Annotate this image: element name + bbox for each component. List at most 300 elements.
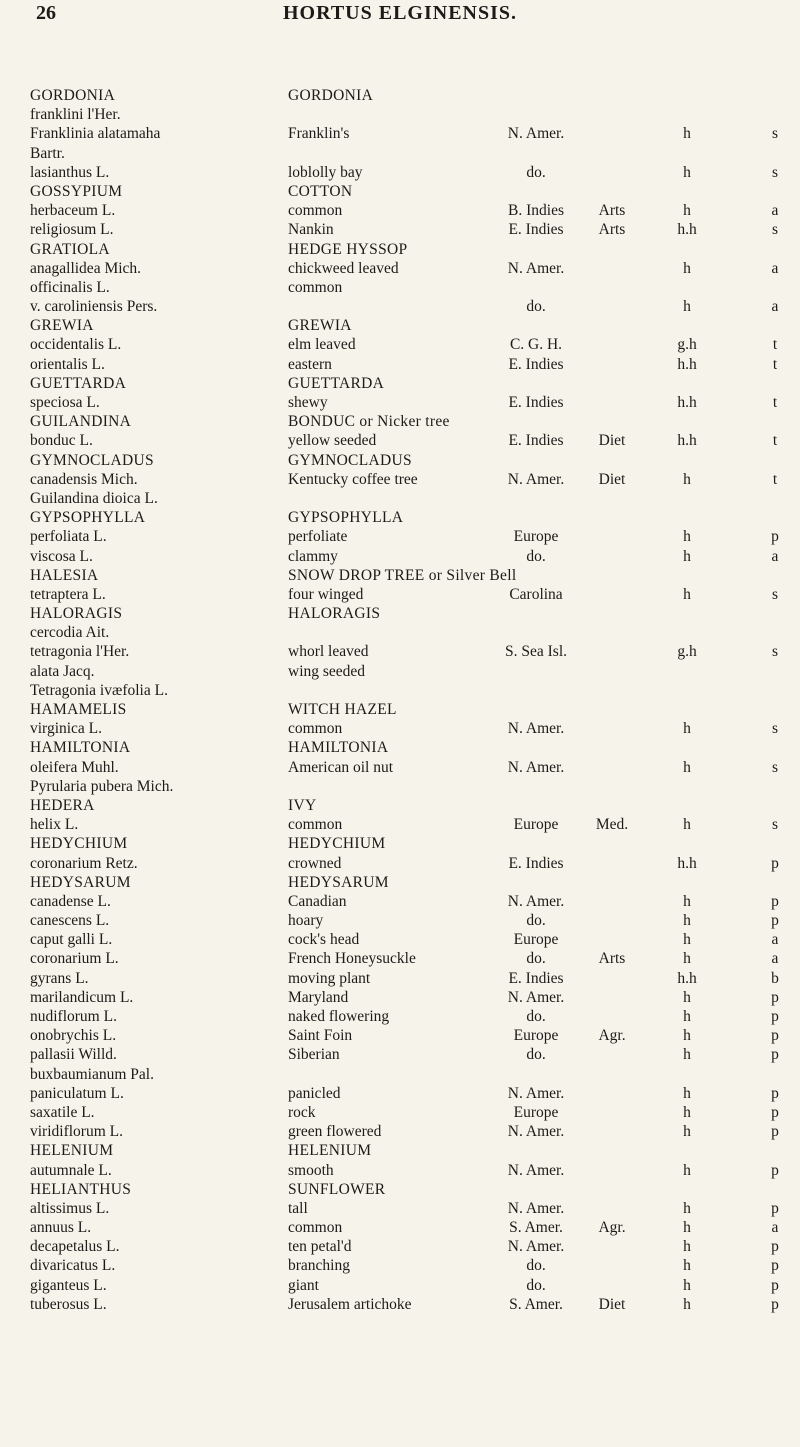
english-name: Saint Foin (288, 1027, 353, 1045)
native-region: S. Amer. (509, 1295, 563, 1313)
duration: s (771, 221, 779, 239)
english-name: perfoliate (288, 528, 348, 546)
species-row (0, 969, 800, 988)
hardiness: h (683, 758, 691, 776)
native-region: do. (526, 298, 546, 316)
english-name: Kentucky coffee tree (288, 470, 418, 488)
native-region: do. (526, 1257, 546, 1275)
hardiness: h (683, 912, 691, 930)
native-region: N. Amer. (507, 1238, 565, 1256)
hardiness: h (683, 1199, 691, 1217)
genus-row (0, 700, 800, 719)
english-name: common (288, 202, 343, 220)
duration: p (771, 1199, 779, 1217)
use: Arts (598, 221, 626, 239)
duration: p (771, 1295, 779, 1313)
latin-name: paniculatum L. (30, 1084, 124, 1102)
english-name: common (288, 1219, 343, 1237)
hardiness: h (683, 931, 691, 949)
native-region: B. Indies (508, 202, 564, 220)
latin-name: Pyrularia pubera Mich. (30, 777, 174, 795)
hardiness: h (683, 1161, 691, 1179)
species-row (0, 1026, 800, 1045)
latin-name: cercodia Ait. (30, 624, 110, 642)
english-name: HEDGE HYSSOP (288, 240, 408, 258)
latin-name: marilandicum L. (30, 988, 134, 1006)
latin-name: autumnale L. (30, 1161, 112, 1179)
native-region: E. Indies (508, 854, 564, 872)
latin-name: oleifera Muhl. (30, 758, 119, 776)
species-row (0, 297, 800, 316)
latin-name: GORDONIA (30, 87, 116, 104)
species-row (0, 1103, 800, 1122)
species-row (0, 949, 800, 968)
english-name: SNOW DROP TREE or Silver Bell (288, 566, 517, 584)
species-row (0, 719, 800, 738)
species-row (0, 278, 800, 297)
native-region: Europe (513, 931, 559, 949)
species-row (0, 930, 800, 949)
hardiness: h.h (677, 394, 697, 411)
native-region: do. (526, 547, 546, 565)
hardiness: h (683, 547, 691, 565)
native-region: do. (526, 163, 546, 181)
duration: a (771, 1219, 779, 1237)
use: Agr. (598, 1027, 626, 1045)
genus-row (0, 738, 800, 757)
duration: s (771, 758, 779, 776)
native-region: N. Amer. (507, 125, 565, 143)
latin-name: occidentalis L. (30, 336, 122, 354)
native-region: do. (526, 912, 546, 930)
native-region: N. Amer. (507, 988, 565, 1006)
english-name: branching (288, 1257, 350, 1275)
duration: p (771, 988, 779, 1006)
native-region: Europe (513, 528, 559, 546)
latin-name: coronarium Retz. (30, 854, 138, 872)
latin-name: GUETTARDA (30, 374, 127, 392)
english-name: four winged (288, 585, 364, 603)
native-region: E. Indies (508, 221, 564, 239)
latin-name: buxbaumianum Pal. (30, 1065, 154, 1083)
use: Diet (598, 470, 626, 488)
latin-name: herbaceum L. (30, 202, 116, 220)
species-row (0, 105, 800, 124)
native-region: E. Indies (508, 394, 564, 411)
english-name: whorl leaved (288, 643, 369, 661)
latin-name: gyrans L. (30, 969, 89, 987)
latin-name: canadensis Mich. (30, 470, 138, 488)
species-row (0, 335, 800, 354)
english-name: chickweed leaved (288, 259, 399, 277)
latin-name: v. caroliniensis Pers. (30, 298, 158, 316)
species-row (0, 124, 800, 143)
duration: p (771, 912, 779, 930)
latin-name: tuberosus L. (30, 1295, 107, 1313)
latin-name: HEDERA (30, 796, 95, 814)
english-name: rock (288, 1103, 316, 1121)
duration: p (771, 1276, 779, 1294)
english-name: GORDONIA (288, 87, 374, 104)
latin-name: viridiflorum L. (30, 1123, 123, 1141)
duration: p (771, 528, 779, 546)
english-name: green flowered (288, 1123, 382, 1141)
duration: p (771, 1257, 779, 1275)
genus-row (0, 508, 800, 527)
native-region: N. Amer. (507, 720, 565, 738)
species-row (0, 547, 800, 566)
plant-catalogue-table (0, 86, 800, 1314)
duration: t (772, 432, 778, 450)
latin-name: canadense L. (30, 892, 111, 910)
use: Diet (598, 432, 626, 450)
duration: t (772, 336, 778, 354)
duration: p (771, 1046, 779, 1064)
english-name: common (288, 720, 343, 738)
english-name: GUETTARDA (288, 374, 385, 392)
species-row (0, 758, 800, 777)
native-region: E. Indies (508, 432, 564, 450)
duration: p (771, 1238, 779, 1256)
english-name: ten petal'd (288, 1238, 352, 1256)
species-row (0, 854, 800, 873)
hardiness: h (683, 585, 691, 603)
latin-name: GYPSOPHYLLA (30, 509, 146, 527)
english-name: GYPSOPHYLLA (288, 509, 404, 527)
latin-name: tetraptera L. (30, 585, 106, 603)
native-region: N. Amer. (507, 758, 565, 776)
duration: p (771, 1161, 779, 1179)
hardiness: h (683, 1008, 691, 1025)
species-row (0, 642, 800, 661)
species-row (0, 1065, 800, 1084)
genus-row (0, 1180, 800, 1199)
duration: s (771, 125, 779, 143)
page-number: 26 (36, 2, 56, 24)
running-title: HORTUS ELGINENSIS. (282, 2, 518, 24)
species-row (0, 393, 800, 412)
native-region: Europe (513, 1027, 559, 1045)
latin-name: speciosa L. (30, 394, 100, 411)
duration: b (771, 969, 779, 987)
page-header (0, 2, 800, 30)
species-row (0, 1218, 800, 1237)
english-name: moving plant (288, 969, 371, 987)
species-row (0, 1084, 800, 1103)
native-region: N. Amer. (507, 259, 565, 277)
english-name: giant (288, 1276, 319, 1294)
native-region: do. (526, 1276, 546, 1294)
english-name: common (288, 278, 343, 296)
latin-name: lasianthus L. (30, 163, 110, 181)
hardiness: h.h (677, 432, 697, 450)
duration: s (771, 720, 779, 738)
english-name: loblolly bay (288, 163, 363, 181)
duration: p (771, 1084, 779, 1102)
genus-row (0, 316, 800, 335)
native-region: Europe (513, 816, 559, 834)
hardiness: h (683, 1123, 691, 1141)
native-region: N. Amer. (507, 892, 565, 910)
english-name: wing seeded (288, 662, 366, 680)
species-row (0, 1122, 800, 1141)
hardiness: h.h (677, 854, 697, 872)
english-name: smooth (288, 1161, 334, 1179)
genus-row (0, 604, 800, 623)
native-region: S. Sea Isl. (505, 643, 567, 661)
english-name: American oil nut (288, 758, 394, 776)
genus-row (0, 566, 800, 585)
duration: p (771, 892, 779, 910)
hardiness: h (683, 259, 691, 277)
english-name: Jerusalem artichoke (288, 1295, 412, 1313)
species-row (0, 1045, 800, 1064)
latin-name: divaricatus L. (30, 1257, 116, 1275)
hardiness: h (683, 1103, 691, 1121)
english-name: tall (288, 1199, 308, 1217)
duration: p (771, 1027, 779, 1045)
hardiness: h (683, 988, 691, 1006)
latin-name: Guilandina dioica L. (30, 489, 158, 507)
latin-name: saxatile L. (30, 1103, 95, 1121)
latin-name: Franklinia alatamaha (30, 125, 161, 143)
species-row (0, 1237, 800, 1256)
latin-name: helix L. (30, 816, 79, 834)
hardiness: h (683, 202, 691, 220)
english-name: HAMILTONIA (288, 739, 389, 757)
english-name: naked flowering (288, 1008, 390, 1025)
english-name: eastern (288, 355, 332, 373)
latin-name: officinalis L. (30, 278, 110, 296)
duration: t (772, 394, 778, 411)
latin-name: viscosa L. (30, 547, 93, 565)
latin-name: HEDYSARUM (30, 873, 131, 891)
latin-name: decapetalus L. (30, 1238, 120, 1256)
species-row (0, 470, 800, 489)
hardiness: h (683, 950, 691, 968)
genus-row (0, 796, 800, 815)
latin-name: altissimus L. (30, 1199, 110, 1217)
native-region: Carolina (509, 585, 563, 603)
native-region: E. Indies (508, 969, 564, 987)
hardiness: h (683, 1219, 691, 1237)
species-row (0, 489, 800, 508)
species-row (0, 259, 800, 278)
latin-name: anagallidea Mich. (30, 259, 142, 277)
duration: a (771, 547, 779, 565)
species-row (0, 163, 800, 182)
duration: p (771, 1123, 779, 1141)
english-name: HEDYCHIUM (288, 835, 386, 853)
native-region: N. Amer. (507, 1199, 565, 1217)
hardiness: h (683, 1027, 691, 1045)
latin-name: bonduc L. (30, 432, 93, 450)
native-region: Europe (513, 1103, 559, 1121)
english-name: common (288, 816, 343, 834)
latin-name: HELIANTHUS (30, 1180, 132, 1198)
english-name: clammy (288, 547, 338, 565)
english-name: GREWIA (288, 317, 352, 335)
genus-row (0, 873, 800, 892)
genus-row (0, 240, 800, 259)
english-name: IVY (288, 796, 317, 814)
species-row (0, 988, 800, 1007)
native-region: do. (526, 1046, 546, 1064)
native-region: S. Amer. (509, 1219, 563, 1237)
hardiness: g.h (677, 336, 697, 354)
english-name: SUNFLOWER (288, 1180, 386, 1198)
english-name: Siberian (288, 1046, 340, 1064)
duration: p (771, 1008, 779, 1025)
english-name: panicled (288, 1084, 341, 1102)
latin-name: HAMAMELIS (30, 701, 127, 718)
hardiness: g.h (677, 643, 697, 661)
english-name: WITCH HAZEL (288, 701, 397, 718)
latin-name: GUILANDINA (30, 413, 132, 431)
duration: a (771, 931, 779, 949)
use: Diet (598, 1295, 626, 1313)
latin-name: HALESIA (30, 566, 99, 584)
english-name: HALORAGIS (288, 605, 381, 623)
duration: a (771, 259, 779, 277)
duration: p (771, 1103, 779, 1121)
english-name: hoary (288, 912, 324, 930)
latin-name: perfoliata L. (30, 528, 107, 546)
species-row (0, 431, 800, 450)
duration: p (771, 854, 779, 872)
english-name: crowned (288, 854, 342, 872)
genus-row (0, 412, 800, 431)
use: Med. (595, 816, 629, 834)
species-row (0, 1161, 800, 1180)
species-row (0, 1276, 800, 1295)
latin-name: giganteus L. (30, 1276, 107, 1294)
hardiness: h (683, 1084, 691, 1102)
latin-name: pallasii Willd. (30, 1046, 117, 1064)
latin-name: canescens L. (30, 912, 110, 930)
species-row (0, 892, 800, 911)
english-name: GYMNOCLADUS (288, 451, 412, 469)
latin-name: HALORAGIS (30, 605, 123, 623)
genus-row (0, 374, 800, 393)
duration: s (771, 163, 779, 181)
native-region: N. Amer. (507, 1123, 565, 1141)
english-name: Nankin (288, 221, 334, 239)
hardiness: h (683, 1238, 691, 1256)
english-name: COTTON (288, 182, 353, 200)
english-name: BONDUC or Nicker tree (288, 413, 450, 431)
species-row (0, 911, 800, 930)
use: Arts (598, 202, 626, 220)
species-row (0, 1007, 800, 1026)
latin-name: GREWIA (30, 317, 94, 335)
duration: s (771, 643, 779, 661)
latin-name: GRATIOLA (30, 240, 110, 258)
native-region: N. Amer. (507, 470, 565, 488)
species-row (0, 144, 800, 163)
species-row (0, 662, 800, 681)
latin-name: GYMNOCLADUS (30, 451, 154, 469)
hardiness: h (683, 163, 691, 181)
english-name: Canadian (288, 892, 347, 910)
latin-name: HAMILTONIA (30, 739, 131, 757)
hardiness: h.h (677, 221, 697, 239)
species-row (0, 623, 800, 642)
hardiness: h (683, 1295, 691, 1313)
english-name: elm leaved (288, 336, 356, 354)
english-name: HEDYSARUM (288, 873, 389, 891)
latin-name: coronarium L. (30, 950, 119, 968)
english-name: Maryland (288, 988, 349, 1006)
latin-name: Bartr. (30, 144, 65, 162)
latin-name: alata Jacq. (30, 662, 95, 680)
latin-name: HEDYCHIUM (30, 835, 128, 853)
genus-row (0, 1141, 800, 1160)
duration: t (772, 355, 778, 373)
species-row (0, 585, 800, 604)
hardiness: h (683, 470, 691, 488)
species-row (0, 1199, 800, 1218)
hardiness: h (683, 720, 691, 738)
latin-name: religiosum L. (30, 221, 114, 239)
latin-name: HELENIUM (30, 1142, 114, 1160)
hardiness: h (683, 528, 691, 546)
species-row (0, 527, 800, 546)
english-name: shewy (288, 394, 328, 411)
native-region: N. Amer. (507, 1084, 565, 1102)
latin-name: franklini l'Her. (30, 106, 121, 124)
duration: a (771, 298, 779, 316)
hardiness: h (683, 1046, 691, 1064)
latin-name: tetragonia l'Her. (30, 643, 130, 661)
latin-name: Tetragonia ivæfolia L. (30, 681, 168, 699)
species-row (0, 1256, 800, 1275)
latin-name: onobrychis L. (30, 1027, 117, 1045)
native-region: E. Indies (508, 355, 564, 373)
native-region: do. (526, 1008, 546, 1025)
genus-row (0, 834, 800, 853)
hardiness: h (683, 1257, 691, 1275)
species-row (0, 777, 800, 796)
latin-name: caput galli L. (30, 931, 113, 949)
native-region: N. Amer. (507, 1161, 565, 1179)
hardiness: h (683, 1276, 691, 1294)
use: Arts (598, 950, 626, 968)
duration: s (771, 816, 779, 834)
english-name: Franklin's (288, 125, 350, 143)
latin-name: virginica L. (30, 720, 103, 738)
hardiness: h (683, 298, 691, 316)
english-name: HELENIUM (288, 1142, 372, 1160)
hardiness: h.h (677, 355, 697, 373)
english-name: yellow seeded (288, 432, 377, 450)
duration: t (772, 470, 778, 488)
species-row (0, 220, 800, 239)
duration: a (771, 202, 779, 220)
genus-row (0, 182, 800, 201)
hardiness: h (683, 816, 691, 834)
species-row (0, 355, 800, 374)
species-row (0, 1295, 800, 1314)
duration: a (771, 950, 779, 968)
duration: s (771, 585, 779, 603)
english-name: French Honeysuckle (288, 950, 416, 968)
native-region: C. G. H. (509, 336, 563, 354)
latin-name: GOSSYPIUM (30, 182, 123, 200)
genus-row (0, 451, 800, 470)
species-row (0, 681, 800, 700)
hardiness: h.h (677, 969, 697, 987)
